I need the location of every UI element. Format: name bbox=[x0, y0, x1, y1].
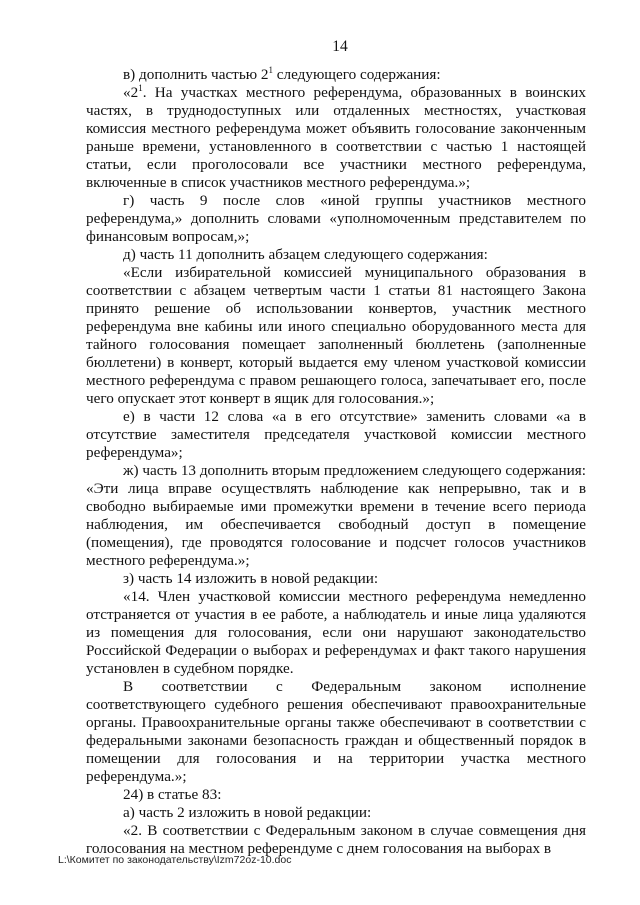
paragraph-part-2: «2. В соответствии с Федеральным законом в случае совмещения дня голосования на местном референдуме с днем голосования на выборах в bbox=[86, 822, 586, 857]
file-path-footer: L:\Комитет по законодательству\Izm72oz-10.doc bbox=[58, 854, 292, 866]
page-number: 14 bbox=[332, 38, 348, 55]
paragraph-v-text: в) дополнить частью 2 bbox=[123, 66, 269, 83]
paragraph-court-decision: В соответствии с Федеральным законом исполнение соответствующего судебного решения обеспечивают правоохранительные органы. Правоохранительные органы также обеспечивают в соответствии с федеральными законами безопасность граждан и общественный порядок в помещении для голосования и на территории участка местного референдума.»; bbox=[86, 678, 586, 785]
superscript: 1 bbox=[138, 82, 143, 93]
paragraph-part-2-1 bbox=[86, 84, 586, 192]
paragraph-z: з) часть 14 изложить в новой редакции: bbox=[123, 570, 379, 587]
paragraph-zh: ж) часть 13 дополнить вторым предложением следующего содержания: «Эти лица вправе осуществлять наблюдение как непрерывно, так и в свободно выбираемые ими промежутки времени в течение всего периода наблюдения, им обеспечивается свободный доступ в помещение (помещения), где проводятся голосование и подсчет голосов участников местного референдума.»; bbox=[86, 462, 586, 569]
superscript: 1 bbox=[268, 64, 273, 75]
paragraph-part-2-1-text: . На участках местного референдума, образованных в воинских частях, в труднодоступных или отдаленных местностях, участковая комиссия местного референдума может объявить голосование законченным раньше времени, установленного в соответствии с частью 1 настоящей статьи, если проголосовали все участники местного референдума, включенные в список участников местного референдума.»; bbox=[86, 84, 586, 191]
paragraph-g: г) часть 9 после слов «иной группы участников местного референдума,» дополнить словами «уполномоченным представителем по финансовым вопросам,»; bbox=[86, 192, 586, 245]
paragraph-e: е) в части 12 слова «а в его отсутствие» заменить словами «а в отсутствие заместителя председателя участковой комиссии местного референдума»; bbox=[86, 408, 586, 461]
paragraph-a: а) часть 2 изложить в новой редакции: bbox=[123, 804, 372, 821]
paragraph-v-text-end: следующего содержания: bbox=[272, 66, 441, 83]
document-body bbox=[86, 66, 586, 858]
paragraph-v bbox=[86, 66, 586, 84]
paragraph-d: д) часть 11 дополнить абзацем следующего содержания: bbox=[123, 246, 488, 263]
paragraph-part-14: «14. Член участковой комиссии местного референдума немедленно отстраняется от участия в ее работе, а наблюдатель и иные лица удаляются из помещения для голосования, если они нарушают законодательство Российской Федерации о выборах и референдумах и факт такого нарушения установлен в судебном порядке. bbox=[86, 588, 586, 677]
paragraph-envelope-rule: «Если избирательной комиссией муниципального образования в соответствии с абзацем четвертым части 1 статьи 81 настоящего Закона принято решение об использовании конвертов, участник местного референдума вне кабины или иного специально оборудованного места для тайного голосования помещает заполненный бюллетень (заполненные бюллетени) в конверт, который выдается ему членом участковой комиссии местного референдума с правом решающего голоса, запечатывает его, после чего опускает этот конверт в ящик для голосования.»; bbox=[86, 264, 586, 407]
paragraph-article-83: 24) в статье 83: bbox=[123, 786, 222, 803]
paragraph-part-2-1-start: «2 bbox=[123, 84, 139, 101]
